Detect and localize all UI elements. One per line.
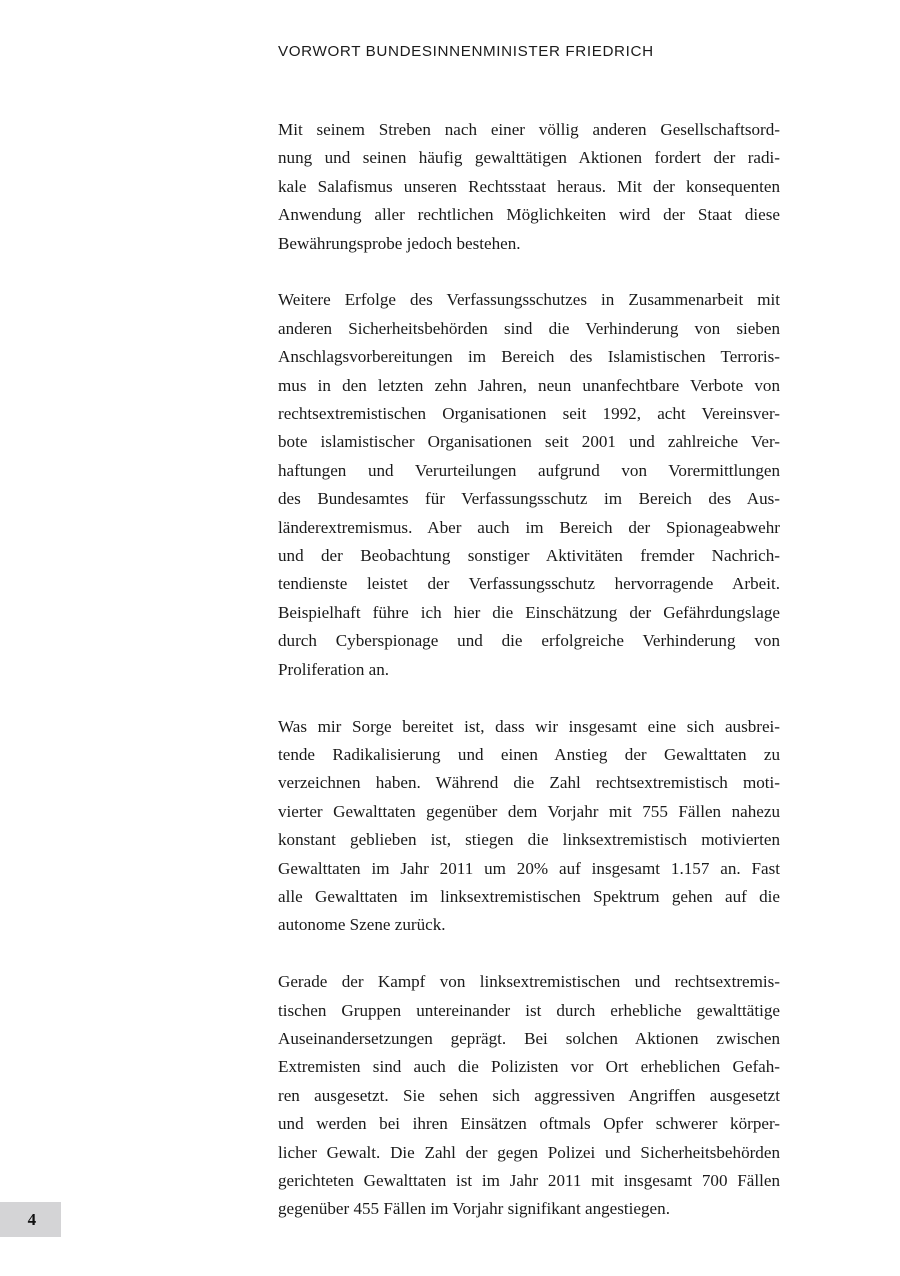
text-line: vierter Gewalttaten gegenüber dem Vorjahr mit 755 Fällen nahezu <box>278 801 780 821</box>
page-number: 4 <box>27 1209 37 1229</box>
text-line: konstant geblieben ist, stiegen die linksextremistisch motivierten <box>278 830 780 850</box>
text-line: rechtsextremistischen Organisationen seit 1992, acht Vereinsver- <box>278 404 780 424</box>
text-line: ren ausgesetzt. Sie sehen sich aggressiven Angriffen ausgesetzt <box>278 1085 780 1105</box>
text-line: haftungen und Verurteilungen aufgrund von Vorermittlungen <box>278 460 780 480</box>
text-line: und werden bei ihren Einsätzen oftmals Opfer schwerer körper- <box>278 1114 780 1134</box>
text-line: anderen Sicherheitsbehörden sind die Verhinderung von sieben <box>278 318 780 338</box>
text-line: tischen Gruppen untereinander ist durch erhebliche gewalttätige <box>278 1000 780 1020</box>
text-line: gegenüber 455 Fällen im Vorjahr signifikant angestiegen. <box>278 1199 670 1219</box>
paragraph-2 <box>278 286 780 684</box>
paragraph-1 <box>278 116 780 258</box>
text-line: Gewalttaten im Jahr 2011 um 20% auf insgesamt 1.157 an. Fast <box>278 858 780 878</box>
text-line: bote islamistischer Organisationen seit 2001 und zahlreiche Ver- <box>278 432 780 452</box>
text-line: Anschlagsvorbereitungen im Bereich des Islamistischen Terroris- <box>278 347 780 367</box>
text-line: tende Radikalisierung und einen Anstieg der Gewalttaten zu <box>278 744 780 764</box>
text-line: durch Cyberspionage und die erfolgreiche Verhinderung von <box>278 631 780 651</box>
text-line: kale Salafismus unseren Rechtsstaat heraus. Mit der konsequenten <box>278 176 780 196</box>
text-line: autonome Szene zurück. <box>278 915 446 935</box>
text-line: des Bundesamtes für Verfassungsschutz im Bereich des Aus- <box>278 489 780 509</box>
text-line: Was mir Sorge bereitet ist, dass wir insgesamt eine sich ausbrei- <box>278 716 780 736</box>
text-line: Anwendung aller rechtlichen Möglichkeiten wird der Staat diese <box>278 205 780 225</box>
text-line: Gerade der Kampf von linksextremistischen und rechtsextremis- <box>278 972 780 992</box>
text-line: und der Beobachtung sonstiger Aktivitäten fremder Nachrich- <box>278 546 780 566</box>
text-line: Extremisten sind auch die Polizisten vor Ort erheblichen Gefah- <box>278 1057 780 1077</box>
body-text-column <box>278 116 780 1224</box>
running-header: VORWORT BUNDESINNENMINISTER FRIEDRICH <box>278 43 654 60</box>
text-line: Mit seinem Streben nach einer völlig anderen Gesellschaftsord- <box>278 120 780 139</box>
text-line: Beispielhaft führe ich hier die Einschätzung der Gefährdungslage <box>278 602 780 622</box>
text-line: nung und seinen häufig gewalttätigen Aktionen fordert der radi- <box>278 148 780 168</box>
text-line: mus in den letzten zehn Jahren, neun unanfechtbare Verbote von <box>278 375 780 395</box>
text-line: tendienste leistet der Verfassungsschutz hervorragende Arbeit. <box>278 574 780 594</box>
page-number-tab <box>0 1202 61 1237</box>
text-line: Proliferation an. <box>278 659 390 679</box>
text-line: Auseinandersetzungen geprägt. Bei solchen Aktionen zwischen <box>278 1028 780 1048</box>
text-line: Bewährungsprobe jedoch bestehen. <box>278 233 521 253</box>
text-line: länderextremismus. Aber auch im Bereich der Spionageabwehr <box>278 517 780 537</box>
text-line: gerichteten Gewalttaten ist im Jahr 2011 mit insgesamt 700 Fällen <box>278 1170 780 1190</box>
paragraph-4 <box>278 968 780 1224</box>
text-line: verzeichnen haben. Während die Zahl rechtsextremistisch moti- <box>278 773 780 793</box>
paragraph-3 <box>278 713 780 940</box>
text-line: alle Gewalttaten im linksextremistischen Spektrum gehen auf die <box>278 886 780 906</box>
text-line: licher Gewalt. Die Zahl der gegen Polizei und Sicherheitsbehörden <box>278 1142 780 1162</box>
text-line: Weitere Erfolge des Verfassungsschutzes in Zusammenarbeit mit <box>278 290 780 310</box>
